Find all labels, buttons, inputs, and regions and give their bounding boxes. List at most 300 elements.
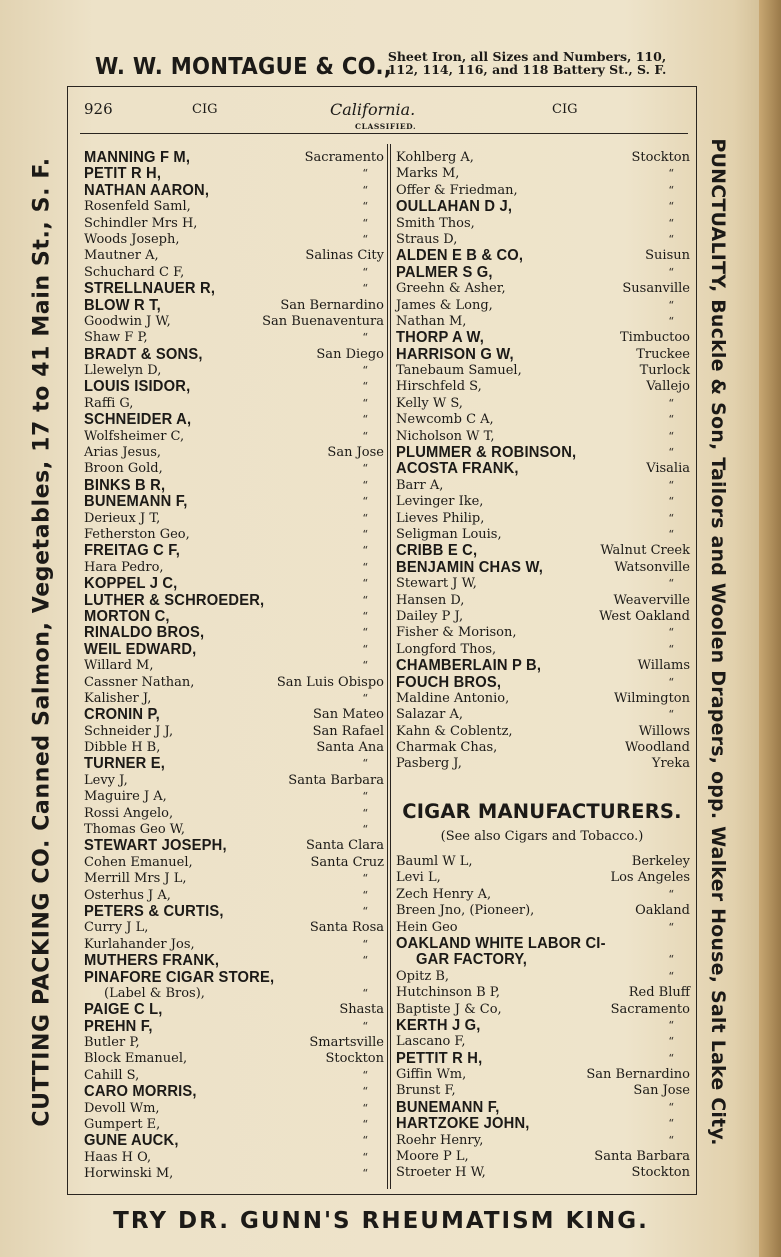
listing-entry <box>394 527 690 543</box>
listing-name: Newcomb C A, <box>396 412 494 428</box>
listing-place: “ <box>668 708 674 722</box>
listing-entry <box>394 1149 690 1165</box>
listing-name: Bauml W L, <box>396 854 473 869</box>
listing-entry <box>82 298 384 314</box>
listing-name: FREITAG C F, <box>84 542 181 560</box>
listing-name: STRELLNAUER R, <box>84 280 216 298</box>
listing-name: Zech Henry A, <box>396 886 492 902</box>
listing-entry <box>394 494 690 510</box>
listing-name: Kelly W S, <box>396 395 463 411</box>
listing-entry <box>82 838 384 854</box>
listing-place: “ <box>362 167 368 181</box>
listing-place: “ <box>668 232 674 246</box>
listing-entry <box>82 379 384 395</box>
listing-name: Marks M, <box>396 166 460 182</box>
listing-name: BLOW R T, <box>84 296 161 314</box>
listing-entry <box>82 314 384 330</box>
listing-name: Wolfsheimer C, <box>84 428 185 444</box>
listing-entry <box>394 675 690 691</box>
listing-name: Butler P, <box>84 1035 140 1051</box>
listing-name: Hansen D, <box>396 592 465 608</box>
listing-entry <box>394 560 690 576</box>
listing-entry <box>394 691 690 707</box>
listing-entry <box>82 543 384 559</box>
listing-place: “ <box>362 380 368 394</box>
listing-entry <box>82 576 384 592</box>
listing-name: Levy J, <box>84 772 128 788</box>
listing-place: Walnut Creek <box>600 543 690 559</box>
listing-name: Maldine Antonio, <box>396 690 510 706</box>
listing-entry <box>82 461 384 477</box>
listing-entry <box>394 314 690 330</box>
listing-place: West Oakland <box>599 608 690 624</box>
listing-entry <box>394 642 690 658</box>
listing-name: THORP A W, <box>396 329 485 347</box>
listing-place: “ <box>362 1101 368 1115</box>
listing-place: “ <box>668 1117 674 1131</box>
listing-entry <box>394 445 690 461</box>
listing-place: “ <box>362 1167 368 1181</box>
listing-entry <box>394 740 690 756</box>
listing-place: Sacramento <box>610 1001 690 1017</box>
listing-place: “ <box>668 200 674 214</box>
listing-entry <box>394 166 690 182</box>
listing-entry <box>82 1051 384 1067</box>
listing-name: MORTON C, <box>84 607 170 625</box>
listing-name: Woods Joseph, <box>84 231 180 247</box>
listing-name: (Label & Bros), <box>104 985 205 1001</box>
listing-place: “ <box>668 1133 674 1147</box>
listing-entry <box>394 232 690 248</box>
listing-name: Barr A, <box>396 477 444 493</box>
listing-entry <box>394 985 690 1001</box>
listing-name: Cahill S, <box>84 1067 140 1083</box>
right-section-tag: CIG <box>552 102 578 117</box>
listing-entry <box>394 1100 690 1116</box>
page-title: California. <box>330 100 416 119</box>
listing-entry <box>394 707 690 723</box>
listing-place: “ <box>668 314 674 328</box>
listing-name: Kalisher J, <box>84 690 152 706</box>
listing-place: “ <box>668 642 674 656</box>
book-spine <box>759 0 781 1257</box>
running-head <box>80 100 690 132</box>
listing-name: Hutchinson B P, <box>396 985 501 1001</box>
section-subtitle: (See also Cigars and Tobacco.) <box>440 829 644 844</box>
listing-place: Woodland <box>624 740 690 756</box>
listing-entry <box>82 953 384 969</box>
listing-place: “ <box>668 1018 674 1032</box>
listing-place: Red Bluff <box>628 985 690 1001</box>
listing-entry <box>82 1101 384 1117</box>
listing-entry <box>82 445 384 461</box>
listing-place: “ <box>362 478 368 492</box>
listing-place: San Diego <box>316 346 384 362</box>
listing-entry <box>82 1019 384 1035</box>
listing-name: Llewelyn D, <box>84 363 162 379</box>
listing-entry <box>82 216 384 232</box>
listing-name: Merrill Mrs J L, <box>84 871 187 887</box>
listing-place: Los Angeles <box>610 870 690 886</box>
listing-entry <box>394 936 690 952</box>
listing-name: Charmak Chas, <box>396 740 498 756</box>
listing-entry <box>82 920 384 936</box>
listing-place: Willows <box>638 723 690 739</box>
listing-place: “ <box>668 969 674 983</box>
listing-place: Berkeley <box>631 854 690 869</box>
listing-place: “ <box>362 527 368 541</box>
listing-name: LOUIS ISIDOR, <box>84 378 191 396</box>
listing-name: Moore P L, <box>396 1149 469 1165</box>
listing-entry <box>82 675 384 691</box>
listing-name: Dailey P J, <box>396 608 464 624</box>
listing-entry <box>82 1117 384 1133</box>
listing-name: Kahn & Coblentz, <box>396 723 513 739</box>
listing-entry <box>82 347 384 363</box>
listing-place: “ <box>668 183 674 197</box>
listing-place: San Jose <box>327 445 384 461</box>
listing-place: “ <box>362 364 368 378</box>
listing-entry <box>82 363 384 379</box>
listing-name: MUTHERS FRANK, <box>84 952 220 970</box>
listing-name: Hara Pedro, <box>84 559 164 575</box>
listing-place: “ <box>362 216 368 230</box>
listing-entry <box>82 1068 384 1084</box>
listing-entry <box>82 396 384 412</box>
listing-name: Raffi G, <box>84 395 134 411</box>
listing-entry <box>82 658 384 674</box>
listing-name: Salazar A, <box>396 707 464 723</box>
left-section-tag: CIG <box>192 102 218 117</box>
listing-name: Cassner Nathan, <box>84 674 195 690</box>
listing-entry <box>394 870 690 886</box>
listing-place: “ <box>668 1100 674 1114</box>
listing-entry <box>82 855 384 871</box>
listing-place: “ <box>668 216 674 230</box>
listing-name: Straus D, <box>396 231 458 247</box>
listing-name: Pasberg J, <box>396 756 462 772</box>
listing-place: “ <box>362 823 368 837</box>
listing-place: Smartsville <box>309 1035 384 1051</box>
listing-entry <box>82 609 384 625</box>
header-ad-brand: W. W. MONTAGUE & CO., <box>95 54 393 80</box>
listing-place: San Jose <box>633 1083 690 1099</box>
listing-place: “ <box>362 937 368 951</box>
listing-place: “ <box>362 511 368 525</box>
listing-name: Shaw F P, <box>84 330 148 346</box>
listing-name: Giffin Wm, <box>396 1067 467 1083</box>
listing-name: Roehr Henry, <box>396 1132 484 1148</box>
listing-entry <box>394 1034 690 1050</box>
listing-name: CRONIN P, <box>84 706 160 724</box>
listing-place: Stockton <box>325 1051 384 1067</box>
listing-name: Rossi Angelo, <box>84 805 174 821</box>
listing-name: Fisher & Morison, <box>396 625 517 641</box>
listing-place: Sacramento <box>304 150 384 165</box>
listing-entry <box>394 609 690 625</box>
listing-name: WEIL EDWARD, <box>84 640 197 658</box>
listing-entry <box>394 412 690 428</box>
listing-name: Schuchard C F, <box>84 264 185 280</box>
listing-name: PINAFORE CIGAR STORE, <box>84 968 275 986</box>
listing-entry <box>82 265 384 281</box>
listing-entry <box>82 740 384 756</box>
listing-entry <box>394 216 690 232</box>
listing-entry <box>82 166 384 182</box>
listing-name: Nicholson W T, <box>396 428 495 444</box>
listing-place: “ <box>668 413 674 427</box>
listing-entry <box>82 330 384 346</box>
listing-place: “ <box>362 1019 368 1033</box>
listing-entry <box>394 429 690 445</box>
listing-name: James & Long, <box>396 297 493 313</box>
listing-place: Yreka <box>651 756 690 772</box>
listing-entry <box>82 986 384 1002</box>
listing-entry <box>82 937 384 953</box>
listing-place: Santa Cruz <box>310 854 384 870</box>
listing-place: Timbuctoo <box>619 330 690 346</box>
left-column-listings <box>82 150 384 1183</box>
listing-name: Arias Jesus, <box>84 445 162 461</box>
listing-place: Santa Ana <box>316 740 384 756</box>
listing-name: Haas H O, <box>84 1149 152 1165</box>
listing-entry <box>394 461 690 477</box>
listing-place: Truckee <box>636 346 690 362</box>
listing-place: San Bernardino <box>280 297 384 313</box>
manufacturers-listings <box>394 854 690 1182</box>
listing-place: Oakland <box>635 903 690 919</box>
listing-name: BRADT & SONS, <box>84 345 203 363</box>
listing-entry <box>82 642 384 658</box>
listing-name: Hein Geo <box>396 919 458 935</box>
left-ad-text: CUTTING PACKING CO. Canned Salmon, Vegetables, 17 to 41 Main St., S. F. <box>29 157 55 1127</box>
listing-entry <box>82 724 384 740</box>
header-advertisement <box>95 48 705 86</box>
listing-place: “ <box>362 659 368 673</box>
listing-entry <box>394 379 690 395</box>
listing-place: San Mateo <box>313 707 384 723</box>
listing-entry <box>394 1133 690 1149</box>
listing-entry <box>394 478 690 494</box>
listing-name: Stroeter H W, <box>396 1165 486 1181</box>
listing-place: “ <box>668 1035 674 1049</box>
listing-place: “ <box>362 1085 368 1099</box>
listing-name: Lascano F, <box>396 1034 466 1050</box>
listing-entry <box>394 1002 690 1018</box>
listing-place: “ <box>668 511 674 525</box>
listing-place: “ <box>668 887 674 901</box>
listing-name: PETTIT R H, <box>396 1049 483 1067</box>
listing-name: BUNEMANN F, <box>84 493 188 511</box>
listing-place: “ <box>362 806 368 820</box>
listing-name: Lieves Philip, <box>396 510 485 526</box>
listing-name: Thomas Geo W, <box>84 822 186 838</box>
right-margin-advertisement <box>698 92 738 1192</box>
listing-place: “ <box>362 626 368 640</box>
listing-place: “ <box>362 495 368 509</box>
listing-entry <box>394 593 690 609</box>
listing-place: “ <box>668 675 674 689</box>
listing-entry <box>394 1116 690 1132</box>
listing-place: Susanville <box>622 281 690 297</box>
listing-name: Offer & Friedman, <box>396 182 518 198</box>
listing-entry <box>82 904 384 920</box>
listing-name: Block Emanuel, <box>84 1051 188 1067</box>
listing-name: HARTZOKE JOHN, <box>396 1115 530 1133</box>
listing-entry <box>82 1166 384 1182</box>
listing-place: Santa Rosa <box>309 920 384 936</box>
listing-place: “ <box>362 413 368 427</box>
listing-name: Seligman Louis, <box>396 526 502 542</box>
listing-entry <box>394 1018 690 1034</box>
listing-place: Santa Barbara <box>288 772 384 788</box>
listing-place: “ <box>668 495 674 509</box>
listing-name: Willard M, <box>84 658 154 674</box>
listing-name: PALMER S G, <box>396 263 493 281</box>
listing-entry <box>394 199 690 215</box>
listing-place: “ <box>362 1150 368 1164</box>
listing-place: “ <box>362 986 368 1000</box>
listing-entry <box>394 920 690 936</box>
listing-entry <box>82 478 384 494</box>
header-ad-desc-line2: 112, 114, 116, and 118 Battery St., S. F. <box>387 62 667 77</box>
listing-place: “ <box>362 1134 368 1148</box>
listing-place: Weaverville <box>613 592 690 608</box>
listing-name: Goodwin J W, <box>84 313 171 329</box>
listing-name: FOUCH BROS, <box>396 673 502 691</box>
listing-place: Vallejo <box>646 379 690 395</box>
listing-name: KOPPEL J C, <box>84 575 178 593</box>
listing-entry <box>82 511 384 527</box>
listing-name: Curry J L, <box>84 920 149 936</box>
listing-place: “ <box>362 1118 368 1132</box>
listing-entry <box>394 265 690 281</box>
listing-name: RINALDO BROS, <box>84 624 205 642</box>
listing-entry <box>82 707 384 723</box>
listing-entry <box>394 1067 690 1083</box>
listing-entry <box>82 150 384 166</box>
listing-place: “ <box>668 446 674 460</box>
listing-entry <box>394 298 690 314</box>
listing-entry <box>82 429 384 445</box>
listing-name: Schneider J J, <box>84 723 174 739</box>
listing-name: Derieux J T, <box>84 510 161 526</box>
listing-place: San Bernardino <box>586 1067 690 1083</box>
listing-entry <box>394 658 690 674</box>
listing-place: “ <box>362 691 368 705</box>
listing-place: “ <box>362 282 368 296</box>
listing-entry <box>82 871 384 887</box>
listing-entry <box>82 822 384 838</box>
listing-entry <box>394 724 690 740</box>
listing-place: “ <box>362 462 368 476</box>
listing-entry <box>394 396 690 412</box>
listing-place: Santa Clara <box>306 838 384 854</box>
listing-entry <box>82 1150 384 1166</box>
listing-entry <box>394 756 690 772</box>
listing-place: “ <box>668 478 674 492</box>
listing-name: PREHN F, <box>84 1017 153 1035</box>
listing-place: “ <box>362 577 368 591</box>
listing-name: PLUMMER & ROBINSON, <box>396 444 577 462</box>
listing-name: BUNEMANN F, <box>396 1098 500 1116</box>
listing-name: Cohen Emanuel, <box>84 854 193 870</box>
listing-name: KERTH J G, <box>396 1016 481 1034</box>
listing-entry <box>394 347 690 363</box>
listing-name: NATHAN AARON, <box>84 181 210 199</box>
listing-place: San Luis Obispo <box>276 674 384 690</box>
left-margin-advertisement <box>22 92 62 1192</box>
listing-name: Baptiste J & Co, <box>396 1001 502 1017</box>
listing-place: “ <box>668 298 674 312</box>
listing-entry <box>82 1035 384 1051</box>
listing-name: Smith Thos, <box>396 215 475 231</box>
classified-label: CLASSIFIED. <box>355 122 417 131</box>
listing-name: Hirschfeld S, <box>396 379 482 395</box>
listing-name: Greehn & Asher, <box>396 281 506 297</box>
listing-name: Brunst F, <box>396 1083 456 1099</box>
listing-name: Devoll Wm, <box>84 1100 160 1116</box>
listing-name: Levinger Ike, <box>396 494 484 510</box>
listing-place: “ <box>362 888 368 902</box>
listing-place: “ <box>362 429 368 443</box>
listing-place: Watsonville <box>614 559 690 575</box>
listing-entry <box>394 1083 690 1099</box>
listing-entry <box>82 888 384 904</box>
listing-place: “ <box>668 265 674 279</box>
listing-place: “ <box>668 429 674 443</box>
listing-place: “ <box>668 626 674 640</box>
listing-entry <box>82 970 384 986</box>
listing-name: HARRISON G W, <box>396 345 514 363</box>
listing-place: Suisun <box>645 248 690 264</box>
listing-entry <box>82 1084 384 1100</box>
header-ad-description <box>357 50 697 76</box>
listing-name: Rosenfeld Saml, <box>84 199 191 215</box>
listing-name: GAR FACTORY, <box>416 951 528 969</box>
listing-entry <box>394 576 690 592</box>
footer-advertisement: TRY DR. GUNN'S RHEUMATISM KING. <box>113 1208 649 1234</box>
listing-entry <box>82 248 384 264</box>
listing-name: Tanebaum Samuel, <box>396 363 522 379</box>
listing-name: CARO MORRIS, <box>84 1083 197 1101</box>
section-heading: CIGAR MANUFACTURERS. <box>402 800 682 823</box>
listing-name: Nathan M, <box>396 313 467 329</box>
listing-entry <box>82 806 384 822</box>
right-column-listings <box>394 150 690 773</box>
listing-entry <box>82 183 384 199</box>
listing-place: Shasta <box>339 1002 384 1018</box>
listing-place: “ <box>668 167 674 181</box>
listing-entry <box>394 511 690 527</box>
listing-entry <box>82 527 384 543</box>
listing-name: GUNE AUCK, <box>84 1132 179 1150</box>
listing-name: Breen Jno, (Pioneer), <box>396 903 535 919</box>
listing-place: Turlock <box>639 363 690 379</box>
listing-name: CHAMBERLAIN P B, <box>396 657 542 675</box>
column-divider-second <box>390 144 391 1189</box>
listing-name: LUTHER & SCHROEDER, <box>84 591 265 609</box>
listing-name: Longford Thos, <box>396 641 497 657</box>
listing-entry <box>82 789 384 805</box>
listing-entry <box>394 1165 690 1181</box>
listing-name: Kurlahander Jos, <box>84 936 195 952</box>
listing-place: “ <box>362 872 368 886</box>
listing-entry <box>82 281 384 297</box>
listing-place: “ <box>362 609 368 623</box>
listing-entry <box>394 625 690 641</box>
header-rule <box>80 133 688 134</box>
